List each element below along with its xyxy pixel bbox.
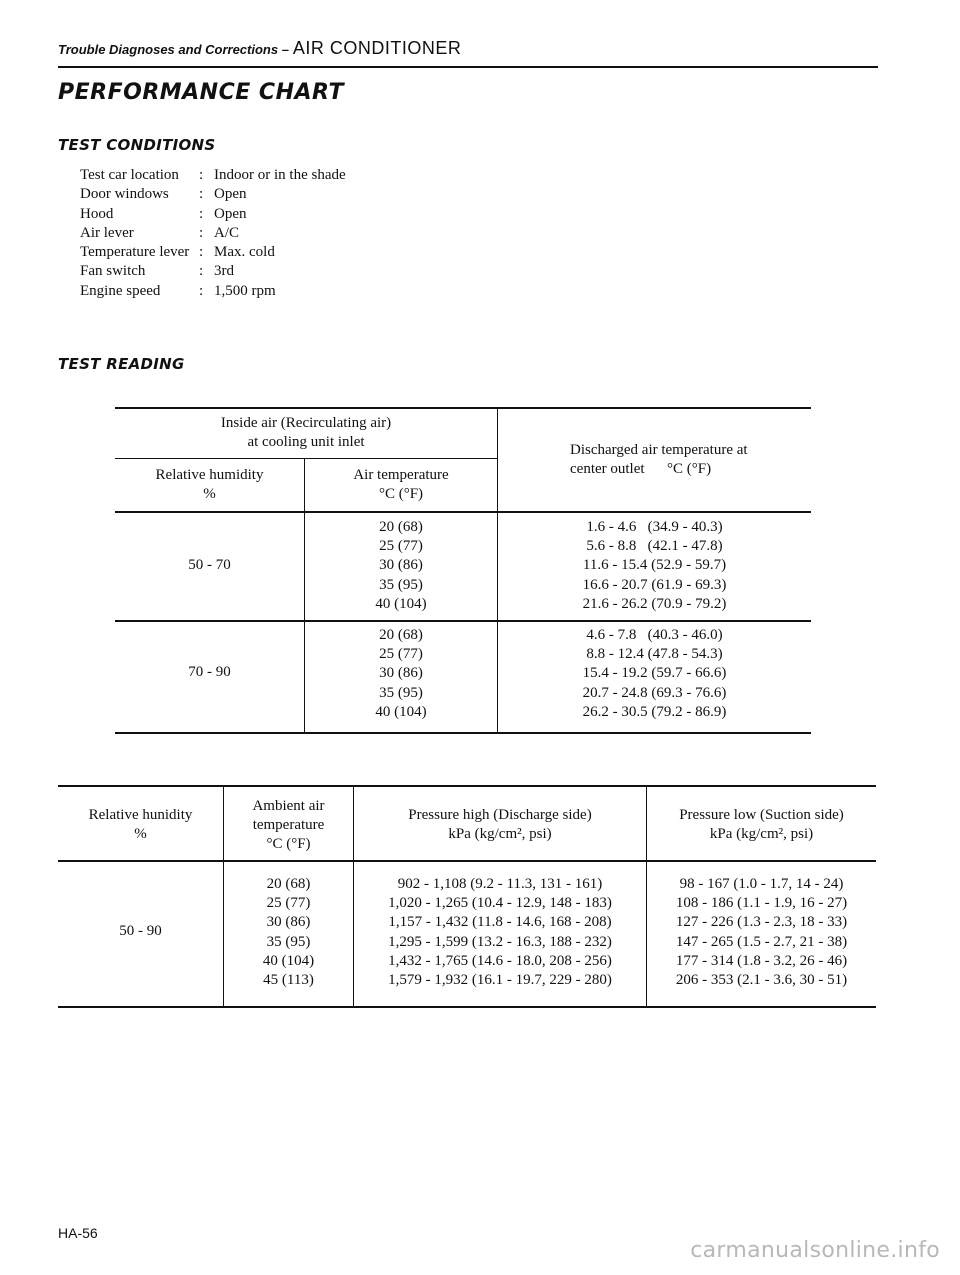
air-temperature-list: 20 (68) 25 (77) 30 (86) 35 (95) 40 (104) <box>375 627 427 720</box>
page-title: PERFORMANCE CHART <box>58 80 344 105</box>
header-rule <box>58 66 878 68</box>
condition-value: Indoor or in the shade <box>214 167 346 183</box>
humidity-range: 70 - 90 <box>188 664 231 680</box>
condition-label: Door windows <box>80 186 169 203</box>
test-conditions-heading: TEST CONDITIONS <box>58 136 216 154</box>
condition-label: Fan switch <box>80 263 146 280</box>
discharged-air-header: Discharged air temperature at center outlet °C (°F) <box>570 442 748 478</box>
table2-header-rule <box>58 860 876 862</box>
pressure-high-list: 902 - 1,108 (9.2 - 11.3, 131 - 161) 1,020 - 1,265 (10.4 - 12.9, 148 - 183) 1,157 - 1,432 (11.8 - 14.6, 168 - 208) 1,295 - 1,599 (13.2 - 16.3, 188 - 232) 1,432 - 1,765 (14.6 - 18.0, 208 - 256) 1,579 - 1,932 (16.1 - 19.7, 229 - 280) <box>388 876 612 989</box>
condition-colon: : <box>199 205 204 222</box>
condition-colon: : <box>199 244 204 261</box>
condition-value: 3rd <box>214 263 234 280</box>
condition-colon: : <box>199 167 204 183</box>
header-section-italic: Trouble Diagnoses and Corrections – <box>58 42 289 57</box>
test-reading-heading: TEST READING <box>58 355 185 373</box>
table1-mid-rule <box>115 620 811 622</box>
page-number: HA-56 <box>58 1225 98 1241</box>
table1-header-rule <box>115 511 811 513</box>
table1-subheader-rule <box>115 458 498 459</box>
condition-label: Engine speed <box>80 282 161 299</box>
condition-colon: : <box>199 263 204 280</box>
relative-humidity-header: Relative humidity % <box>155 467 264 503</box>
humidity-range: 50 - 70 <box>188 557 231 573</box>
condition-value: Max. cold <box>214 244 275 261</box>
table1-top-rule <box>115 407 811 409</box>
relative-humidity-header: Relative hunidity % <box>88 807 193 843</box>
table1-bottom-rule <box>115 732 811 734</box>
condition-value: A/C <box>214 224 240 241</box>
condition-value: 1,500 rpm <box>214 282 276 299</box>
inside-air-group-header: Inside air (Recirculating air) at cooling unit inlet <box>220 415 392 451</box>
air-temperature-header: Air temperature °C (°F) <box>353 467 449 503</box>
pressure-low-list: 98 - 167 (1.0 - 1.7, 14 - 24) 108 - 186 (1.1 - 1.9, 16 - 27) 127 - 226 (1.3 - 2.3, 18 - 33) 147 - 265 (1.5 - 2.7, 21 - 38) 177 - 314 (1.8 - 3.2, 26 - 46) 206 - 353 (2.1 - 3.6, 30 - 51) <box>675 876 848 989</box>
watermark: carmanualsonline.info <box>690 1238 940 1263</box>
discharged-temperature-list: 4.6 - 7.8 (40.3 - 46.0) 8.8 - 12.4 (47.8 - 54.3) 15.4 - 19.2 (59.7 - 66.6) 20.7 - 24.8 (69.3 - 76.6) 26.2 - 30.5 (79.2 - 86.9) <box>582 627 727 720</box>
air-temperature-list: 20 (68) 25 (77) 30 (86) 35 (95) 40 (104) <box>375 519 427 612</box>
header-section-caps: AIR CONDITIONER <box>292 38 462 58</box>
condition-colon: : <box>199 282 204 299</box>
pressure-high-header: Pressure high (Discharge side) kPa (kg/cm², psi) <box>408 807 592 843</box>
condition-label: Air lever <box>80 224 134 241</box>
condition-colon: : <box>199 186 204 203</box>
condition-label: Test car location <box>80 167 179 183</box>
table2-bottom-rule <box>58 1006 876 1008</box>
table2-top-rule <box>58 785 876 787</box>
running-header <box>58 38 461 59</box>
ambient-temperature-header: Ambient air temperature °C (°F) <box>252 798 325 853</box>
condition-label: Hood <box>80 205 114 222</box>
condition-colon: : <box>199 224 204 241</box>
humidity-range: 50 - 90 <box>119 923 162 939</box>
ambient-temperature-list: 20 (68) 25 (77) 30 (86) 35 (95) 40 (104) 45 (113) <box>262 876 315 989</box>
condition-value: Open <box>214 186 247 203</box>
discharged-temperature-list: 1.6 - 4.6 (34.9 - 40.3) 5.6 - 8.8 (42.1 - 47.8) 11.6 - 15.4 (52.9 - 59.7) 16.6 - 20.7 (61.9 - 69.3) 21.6 - 26.2 (70.9 - 79.2) <box>582 519 727 612</box>
condition-value: Open <box>214 205 247 222</box>
condition-label: Temperature lever <box>80 244 190 261</box>
pressure-low-header: Pressure low (Suction side) kPa (kg/cm², psi) <box>679 807 844 843</box>
